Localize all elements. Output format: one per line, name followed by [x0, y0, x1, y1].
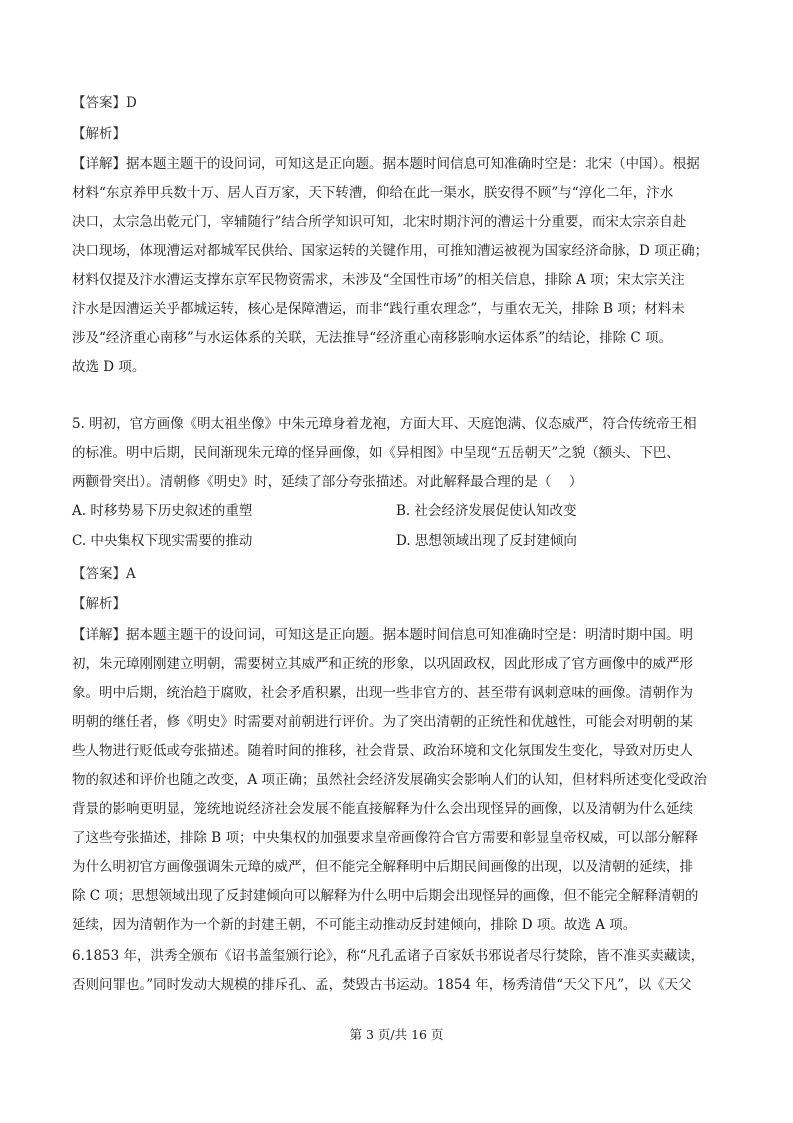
detail-line: 明朝的继任者，修《明史》时需要对前朝进行评价。为了突出清朝的正统性和优越性，可能会对明朝的某: [72, 714, 693, 730]
detail-line: 为什么明初官方画像强调朱元璋的威严，但不能完全解释明中后期民间画像的出现，以及清朝的延续，排: [72, 859, 693, 875]
question-stem: 6.1853 年，洪秀全颁布《诏书盖玺颁行论》，称“凡孔孟诸子百家妖书邪说者尽行焚除，皆不准买卖藏读，: [72, 948, 705, 964]
option-b: B. 社会经济发展促使认知改变: [396, 503, 577, 519]
answer-label: 【答案】A: [72, 566, 136, 582]
detail-line: 除 C 项；思想领域出现了反封建倾向可以解释为什么明中后期会出现怪异的画像，但不能完全解释清朝的: [72, 888, 699, 904]
detail-line: 材料“东京养甲兵数十万、居人百万家，天下转漕，仰给在此一渠水，朕安得不顾”与“淳化二年，汴水: [72, 185, 674, 201]
detail-line: 物的叙述和评价也随之改变，A 项正确；虽然社会经济发展确实会影响人们的认知，但材料所述变化受政治: [72, 772, 708, 788]
detail-line: 汴水是因漕运关乎都城运转，核心是保障漕运，而非“践行重农理念”，与重农无关，排除 B 项；材料未: [72, 301, 685, 317]
detail-line: 决口，太宗急出乾元门，宰辅随行”结合所学知识可知，北宋时期汴河的漕运十分重要，而宋太宗亲自赴: [72, 214, 687, 230]
question-stem: 的标准。明中后期，民间渐现朱元璋的怪异画像，如《异相图》中呈现“五岳朝天”之貌（额头、下巴、: [72, 445, 680, 461]
question-stem: 否则问罪也。”同时发动大规模的排斥孔、孟，焚毁古书运动。1854 年，杨秀清借“天父下凡”，以《天父: [72, 977, 692, 993]
option-a: A. 时移势易下历史叙述的重塑: [72, 503, 253, 519]
option-d: D. 思想领域出现了反封建倾向: [396, 533, 577, 549]
detail-line: 了这些夸张描述，排除 B 项；中央集权的加强要求皇帝画像符合官方需要和彰显皇帝权威，可以部分解释: [72, 830, 699, 846]
detail-line: 涉及“经济重心南移”与水运体系的关联，无法推导“经济重心南移影响水运体系”的结论，排除 C 项。: [72, 330, 673, 346]
detail-line: 材料仅提及汴水漕运支撑东京军民物资需求，未涉及“全国性市场”的相关信息，排除 A 项；宋太宗关注: [72, 272, 685, 288]
detail-line: 【详解】据本题主题干的设问词，可知这是正向题。据本题时间信息可知准确时空是：北宋（中国）。根据: [72, 156, 700, 172]
detail-line: 初，朱元璋刚刚建立明朝，需要树立其威严和正统的形象，以巩固政权，因此形成了官方画像中的威严形: [72, 656, 693, 672]
question-stem: 两颧骨突出）。清朝修《明史》时，延续了部分夸张描述。对此解释最合理的是（ ）: [72, 474, 583, 490]
detail-line: 故选 D 项。: [72, 359, 146, 375]
detail-line: 决口现场，体现漕运对都城军民供给、国家运转的关键作用，可推知漕运被视为国家经济命脉，D 项正确；: [72, 243, 709, 259]
detail-line: 【详解】据本题主题干的设问词，可知这是正向题。据本题时间信息可知准确时空是：明清时期中国。明: [72, 627, 693, 643]
option-c: C. 中央集权下现实需要的推动: [72, 533, 253, 549]
page-number: 第 3 页/共 16 页: [349, 1027, 444, 1042]
detail-line: 背景的影响更明显，笼统地说经济社会发展不能直接解释为什么会出现怪异的画像，以及清朝为什么延续: [72, 801, 693, 817]
detail-line: 延续，因为清朝作为一个新的封建王朝，不可能主动推动反封建倾向，排除 D 项。故选 A 项。: [72, 917, 637, 933]
analysis-label: 【解析】: [72, 126, 126, 142]
detail-line: 些人物进行贬低或夸张描述。随着时间的推移，社会背景、政治环境和文化氛围发生变化，导致对历史人: [72, 743, 693, 759]
detail-line: 象。明中后期，统治趋于腐败，社会矛盾积累，出现一些非官方的、甚至带有讽刺意味的画像。清朝作为: [72, 685, 693, 701]
question-stem: 5. 明初，官方画像《明太祖坐像》中朱元璋身着龙袍，方面大耳、天庭饱满、仪态威严，符合传统帝王相: [72, 416, 697, 432]
analysis-label: 【解析】: [72, 596, 126, 612]
answer-label: 【答案】D: [72, 95, 137, 111]
